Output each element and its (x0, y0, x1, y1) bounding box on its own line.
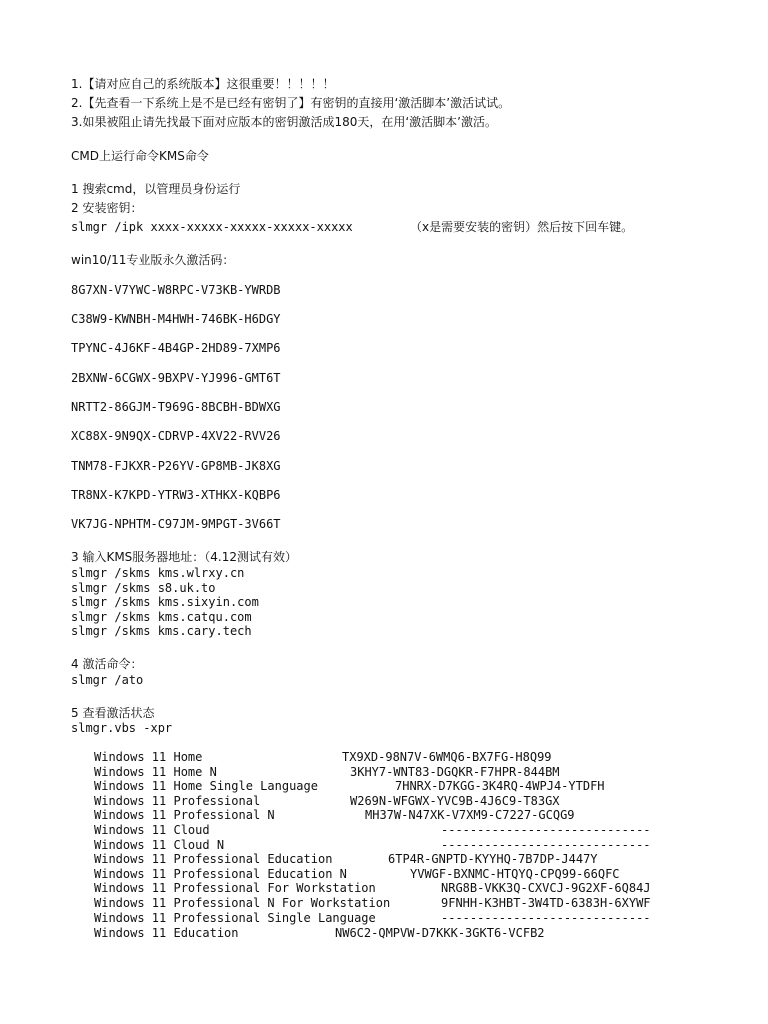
edition-key: 6TP4R-GNPTD-KYYHQ-7B7DP-J447Y (388, 852, 598, 866)
product-key: TR8NX-K7KPD-YTRW3-XTHKX-KQBP6 (71, 488, 281, 502)
kms-server-command: slmgr /skms s8.uk.to (71, 581, 216, 595)
product-key: NRTT2-86GJM-T969G-8BCBH-BDWXG (71, 400, 281, 414)
step-5: 5 查看激活状态 (71, 706, 155, 720)
product-key: 2BXNW-6CGWX-9BXPV-YJ996-GMT6T (71, 371, 281, 385)
edition-key: TX9XD-98N7V-6WMQ6-BX7FG-H8Q99 (342, 750, 552, 764)
edition-key-empty: ----------------------------- (441, 911, 651, 925)
intro-line-3: 3.如果被阻止请先找最下面对应版本的密钥激活成180天，在用‘激活脚本’激活。 (71, 115, 497, 129)
edition-name: Windows 11 Professional Education (94, 852, 333, 866)
ipk-command: slmgr /ipk xxxx-xxxxx-xxxxx-xxxxx-xxxxx (71, 220, 353, 234)
edition-key: MH37W-N47XK-V7XM9-C7227-GCQG9 (365, 808, 575, 822)
edition-key: W269N-WFGWX-YVC9B-4J6C9-T83GX (350, 794, 560, 808)
intro-line-2: 2.【先查看一下系统上是不是已经有密钥了】有密钥的直接用‘激活脚本’激活试试。 (71, 96, 511, 110)
edition-name: Windows 11 Cloud (94, 823, 210, 837)
edition-key-empty: ----------------------------- (441, 823, 651, 837)
edition-key: NW6C2-QMPVW-D7KKK-3GKT6-VCFB2 (335, 926, 545, 940)
edition-name: Windows 11 Home Single Language (94, 779, 318, 793)
product-key: TPYNC-4J6KF-4B4GP-2HD89-7XMP6 (71, 341, 281, 355)
edition-name: Windows 11 Professional Single Language (94, 911, 376, 925)
edition-name: Windows 11 Cloud N (94, 838, 225, 852)
product-key: TNM78-FJKXR-P26YV-GP8MB-JK8XG (71, 459, 281, 473)
step-3: 3 输入KMS服务器地址：（4.12测试有效） (71, 550, 298, 564)
edition-key: 7HNRX-D7KGG-3K4RQ-4WPJ4-YTDFH (395, 779, 605, 793)
kms-server-command: slmgr /skms kms.catqu.com (71, 610, 252, 624)
ato-command: slmgr /ato (71, 673, 144, 687)
edition-key: YVWGF-BXNMC-HTQYQ-CPQ99-66QFC (410, 867, 620, 881)
xpr-command: slmgr.vbs -xpr (71, 721, 173, 735)
product-key: C38W9-KWNBH-M4HWH-746BK-H6DGY (71, 312, 281, 326)
product-key: VK7JG-NPHTM-C97JM-9MPGT-3V66T (71, 517, 281, 531)
step-1: 1 搜索cmd，以管理员身份运行 (71, 182, 241, 196)
product-key: 8G7XN-V7YWC-W8RPC-V73KB-YWRDB (71, 283, 281, 297)
edition-name: Windows 11 Professional N For Workstation (94, 896, 391, 910)
edition-key: 3KHY7-WNT83-DGQKR-F7HPR-844BM (350, 765, 560, 779)
edition-name: Windows 11 Education (94, 926, 239, 940)
edition-name: Windows 11 Professional N (94, 808, 275, 822)
edition-name: Windows 11 Home (94, 750, 203, 764)
product-key: XC88X-9N9QX-CDRVP-4XV22-RVV26 (71, 429, 281, 443)
ipk-note: （x是需要安装的密钥）然后按下回车键。 (410, 220, 634, 234)
cmd-heading: CMD上运行命令KMS命令 (71, 149, 209, 163)
kms-server-command: slmgr /skms kms.sixyin.com (71, 595, 259, 609)
edition-name: Windows 11 Home N (94, 765, 217, 779)
edition-name: Windows 11 Professional Education N (94, 867, 347, 881)
edition-key: NRG8B-VKK3Q-CXVCJ-9G2XF-6Q84J (441, 881, 651, 895)
win-key-heading: win10/11专业版永久激活码： (71, 253, 235, 267)
kms-server-command: slmgr /skms kms.wlrxy.cn (71, 566, 245, 580)
intro-line-1: 1.【请对应自己的系统版本】这很重要！！！！！ (71, 77, 335, 91)
edition-key: 9FNHH-K3HBT-3W4TD-6383H-6XYWF (441, 896, 651, 910)
step-4: 4 激活命令： (71, 657, 143, 671)
edition-key-empty: ----------------------------- (441, 838, 651, 852)
kms-server-command: slmgr /skms kms.cary.tech (71, 624, 252, 638)
step-2: 2 安装密钥： (71, 201, 143, 215)
edition-name: Windows 11 Professional For Workstation (94, 881, 376, 895)
edition-name: Windows 11 Professional (94, 794, 261, 808)
